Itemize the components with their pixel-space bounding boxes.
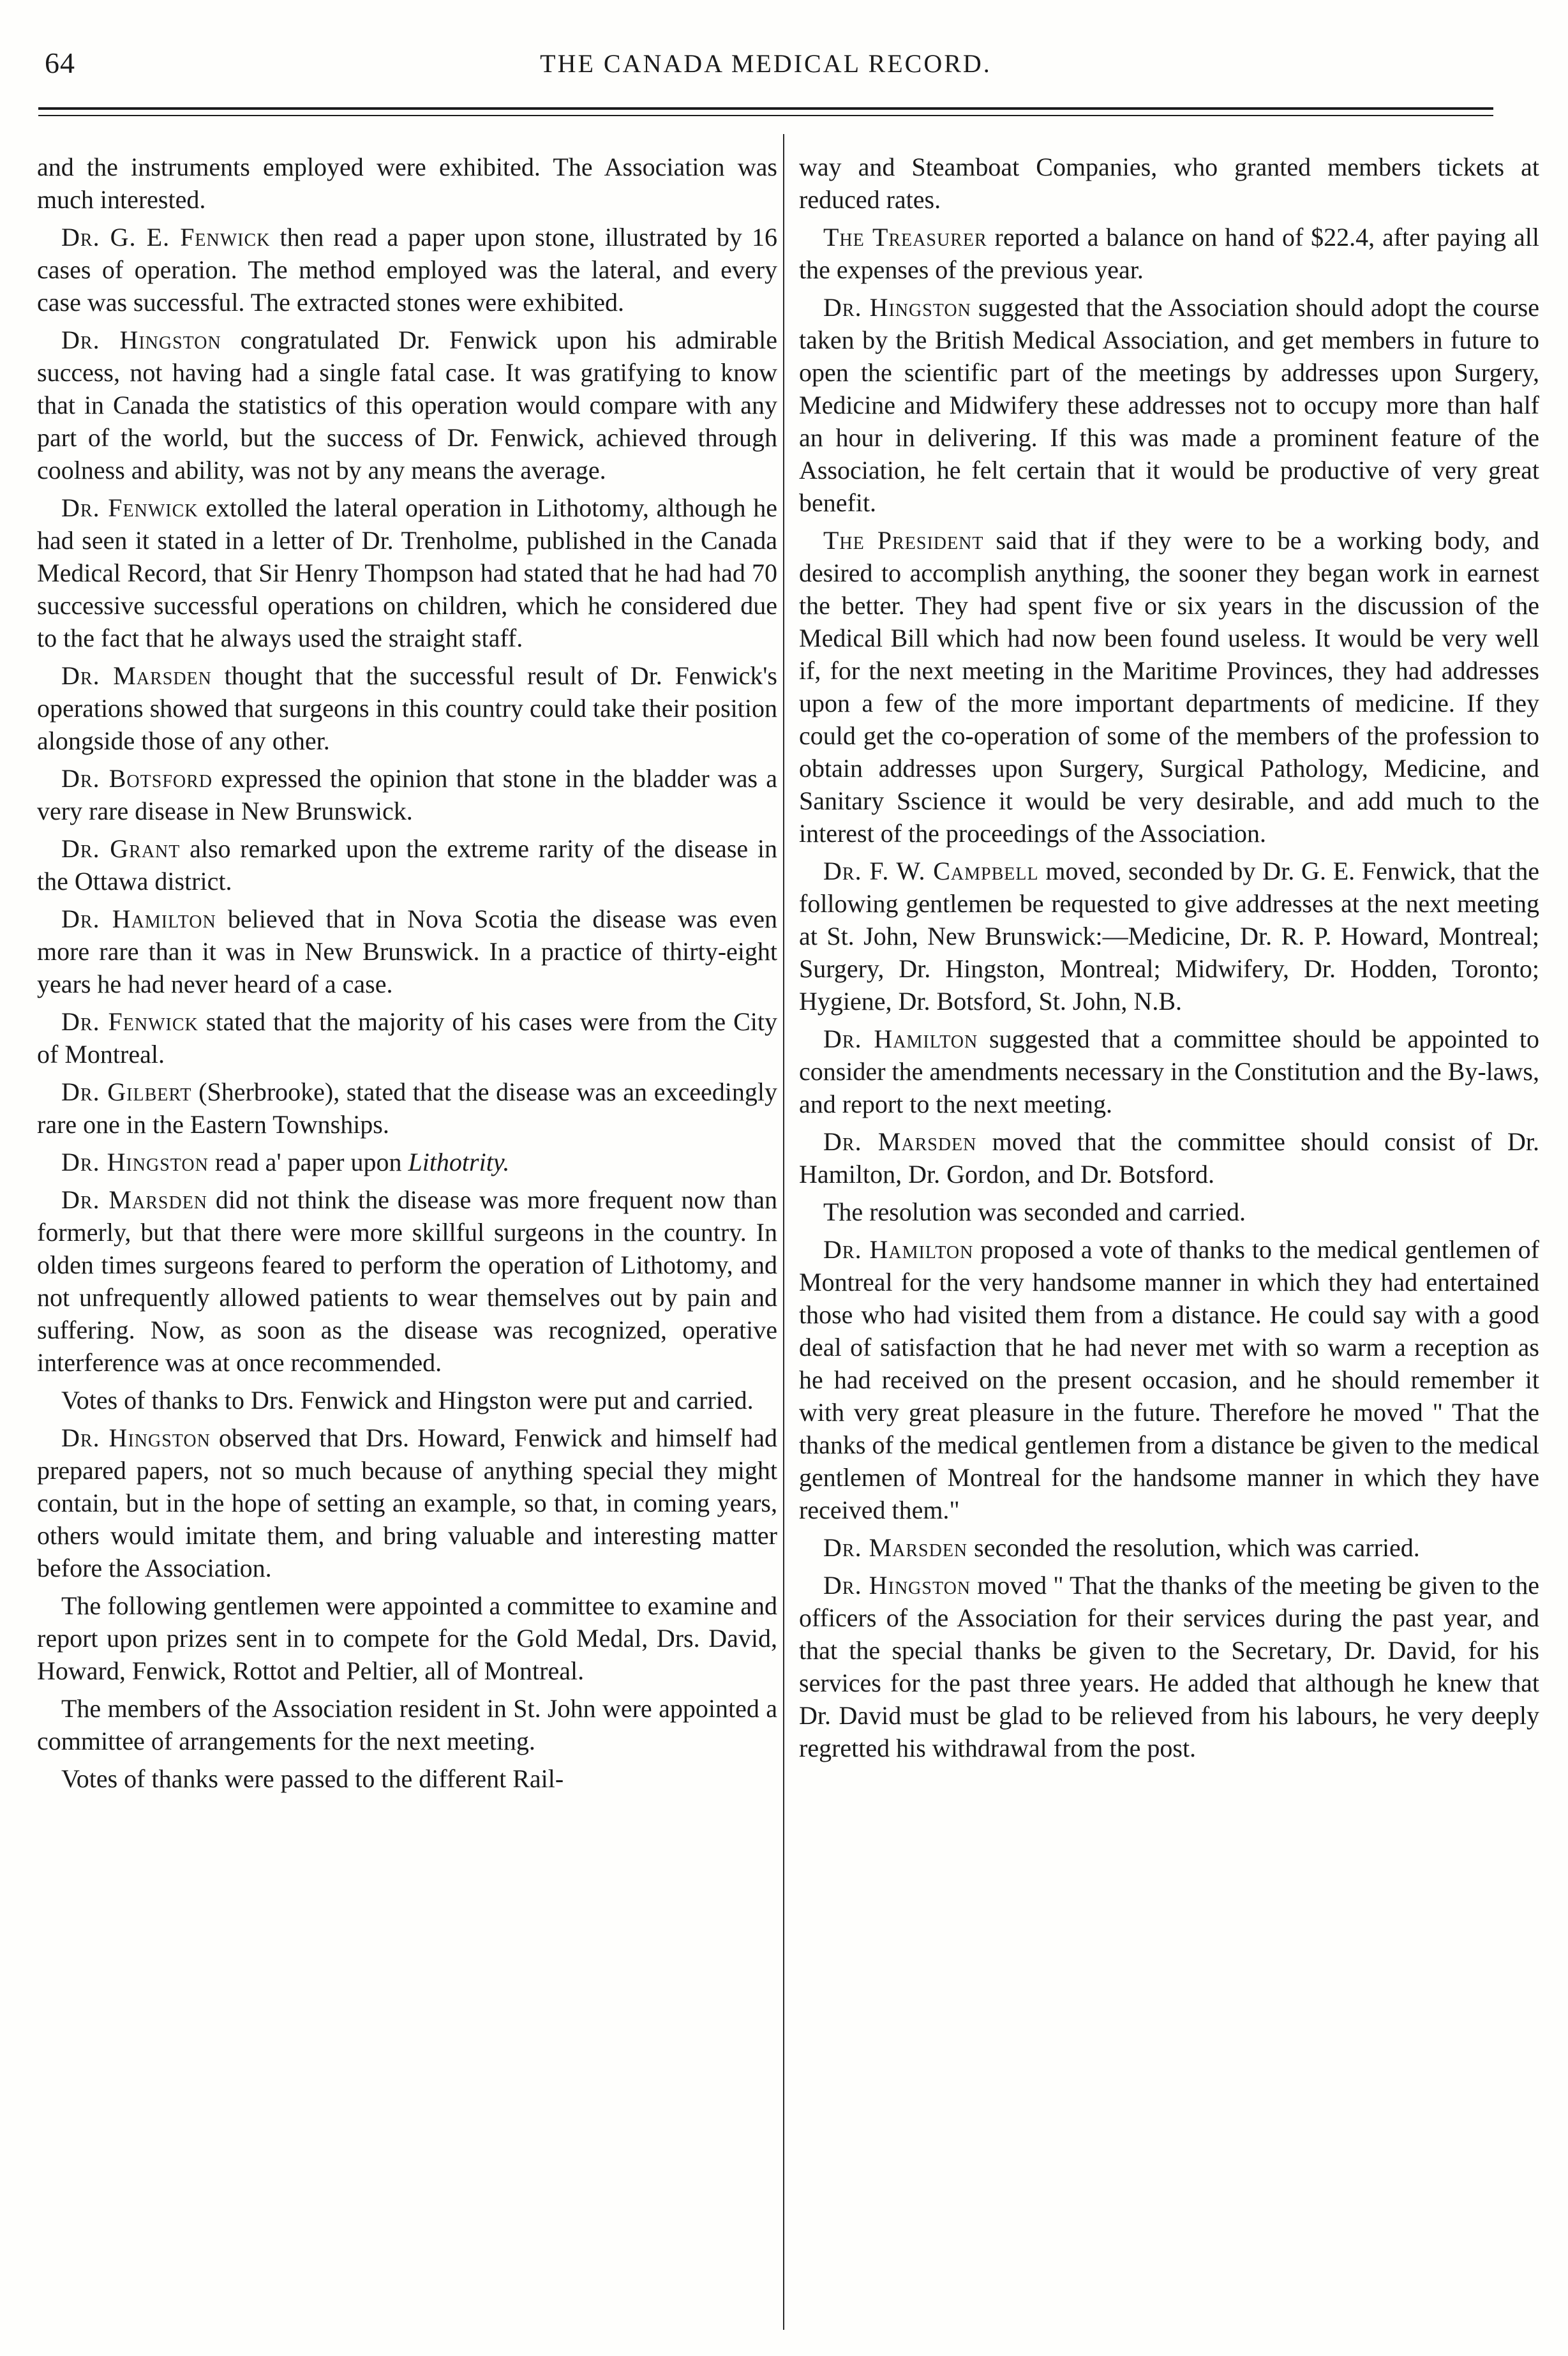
paragraph xyxy=(799,855,1539,1017)
speaker-name: Dr. Marsden xyxy=(823,1533,968,1562)
page-number: 64 xyxy=(45,47,75,79)
speaker-name: Dr. F. W. Campbell xyxy=(823,857,1039,885)
paragraph-text: expressed the opinion that stone in the bladder was a very rare disease in New Brunswick. xyxy=(37,764,777,825)
speaker-name: Dr. Hamilton xyxy=(823,1235,974,1264)
paragraph-text: The resolution was seconded and carried. xyxy=(823,1197,1246,1226)
speaker-name: Dr. Marsden xyxy=(823,1127,977,1156)
paragraph-text: seconded the resolution, which was carried. xyxy=(967,1533,1420,1562)
paragraph-text: suggested that a committee should be appointed to consider the amendments necessary in the Constitution and the By-laws, and report to the next meeting. xyxy=(799,1024,1539,1118)
paragraph xyxy=(37,324,777,486)
paragraph xyxy=(37,903,777,1000)
paragraph-text: moved that the committee should consist of Dr. Hamilton, Dr. Gordon, and Dr. Botsford. xyxy=(799,1127,1539,1189)
paragraph-text: proposed a vote of thanks to the medical gentlemen of Montreal for the very handsome manner in which they had entertained those who had visited them from a distance. He could say with a good deal of satisfaction that he had never met with so warm a reception as he had received on the present occasion, and he should remember it with very great pleasure in the future. Therefore he moved " That the thanks of the medical gentlemen from a distance be given to the medical gentlemen of Montreal for the handsome manner in which they have received them." xyxy=(799,1235,1539,1524)
speaker-name: The Treasurer xyxy=(823,223,987,251)
paragraph-text: The following gentlemen were appointed a committee to examine and report upon prizes sent in to compete for the Gold Medal, Drs. David, Howard, Fenwick, Rottot and Peltier, all of Montreal. xyxy=(37,1591,777,1685)
paragraph xyxy=(37,1076,777,1141)
paragraph xyxy=(37,659,777,757)
paragraph-text: Votes of thanks were passed to the different Rail- xyxy=(61,1764,564,1793)
paragraph xyxy=(37,832,777,897)
column-divider xyxy=(783,134,784,2330)
paragraph-text: Votes of thanks to Drs. Fenwick and Hingston were put and carried. xyxy=(61,1386,754,1414)
paragraph xyxy=(37,221,777,319)
speaker-name: Dr. Hingston xyxy=(823,1571,971,1600)
paragraph-text: read a' paper upon xyxy=(208,1148,408,1176)
paragraph-text: (Sherbrooke), stated that the disease was an exceedingly rare one in the Eastern Townships. xyxy=(37,1077,777,1139)
italic-title: Lithotrity. xyxy=(408,1148,510,1176)
paragraph xyxy=(37,1005,777,1070)
running-title: THE CANADA MEDICAL RECORD. xyxy=(540,49,992,78)
speaker-name: Dr. Botsford xyxy=(61,764,213,793)
paragraph xyxy=(37,1146,777,1178)
paragraph-text: reported a balance on hand of $22.4, after paying all the expenses of the previous year. xyxy=(799,223,1539,284)
paragraph xyxy=(799,1569,1539,1764)
speaker-name: Dr. Fenwick xyxy=(61,493,198,522)
paragraph-text: and the instruments employed were exhibited. The Association was much interested. xyxy=(37,153,777,214)
paragraph xyxy=(799,291,1539,519)
speaker-name: Dr. Marsden xyxy=(61,661,212,690)
paragraph-text: extolled the lateral operation in Lithotomy, although he had seen it stated in a letter of Dr. Trenholme, published in the Canada Medical Record, that Sir Henry Thompson had stated that he had had 70 successive successful operations on children, which he considered due to the fact that he always used the straight staff. xyxy=(37,493,777,652)
speaker-name: Dr. Hingston xyxy=(823,293,971,322)
paragraph-text: observed that Drs. Howard, Fenwick and himself had prepared papers, not so much because of anything special they might contain, but in the hope of setting an example, so that, in coming years, others would imitate them, and bring valuable and interesting matter before the Association. xyxy=(37,1423,777,1582)
paragraph-text: moved " That the thanks of the meeting be given to the officers of the Association for their services during the past year, and that the special thanks be given to the Secretary, Dr. David, for his services for the past three years. He added that although he knew that Dr. David must be glad to be relieved from his labours, he very deeply regretted his withdrawal from the post. xyxy=(799,1571,1539,1762)
paragraph-text: did not think the disease was more frequent now than formerly, but that there were more skillful surgeons in the country. In olden times surgeons feared to perform the operation of Lithotomy, and not unfrequently allowed patients to wear themselves out by pain and suffering. Now, as soon as the disease was recognized, operative interference was at once recommended. xyxy=(37,1185,777,1377)
paragraph-text: The members of the Association resident in St. John were appointed a committee of arrangements for the next meeting. xyxy=(37,1694,777,1755)
paragraph-text: then read a paper upon stone, illustrated by 16 cases of operation. The method employed was the lateral, and every case was successful. The extracted stones were exhibited. xyxy=(37,223,777,317)
paragraph xyxy=(799,1196,1539,1228)
paragraph-text: believed that in Nova Scotia the disease was even more rare than it was in New Brunswick. In a practice of thirty-eight years he had never heard of a case. xyxy=(37,904,777,998)
paragraph-text: said that if they were to be a working body, and desired to accomplish anything, the sooner they began work in earnest the better. They had spent five or six years in the discussion of the Medical Bill which had now been found useless. It would be very well if, for the next meeting in the Maritime Provinces, they had addresses upon a few of the more important departments of medicine. If they could get the co-operation of some of the members of the profession to obtain addresses upon Surgery, Surgical Pathology, Medicine, and Sanitary Sscience it would be very desirable, and add much to the interest of the proceedings of the Association. xyxy=(799,526,1539,848)
paragraph xyxy=(37,151,777,216)
paragraph xyxy=(799,151,1539,216)
speaker-name: Dr. Hamilton xyxy=(823,1024,978,1053)
speaker-name: Dr. Hingston xyxy=(61,1148,209,1176)
right-column xyxy=(799,151,1539,2334)
speaker-name: Dr. Grant xyxy=(61,834,181,863)
paragraph-text: moved, seconded by Dr. G. E. Fenwick, that the following gentlemen be requested to give addresses at the next meeting at St. John, New Brunswick:—Medicine, Dr. R. P. Howard, Montreal; Surgery, Dr. Hingston, Montreal; Midwifery, Dr. Hodden, Toronto; Hygiene, Dr. Botsford, St. John, N.B. xyxy=(799,857,1539,1016)
paragraph xyxy=(37,1183,777,1379)
paragraph-text: suggested that the Association should adopt the course taken by the British Medical Association, and get members in future to open the scientific part of the meetings by addresses upon Surgery, Medicine and Midwifery these addresses not to occupy more than half an hour in delivering. If this was made a prominent feature of the Association, he felt certain that it would be productive of very great benefit. xyxy=(799,293,1539,517)
paragraph xyxy=(799,1531,1539,1564)
page-header xyxy=(38,46,1493,91)
paragraph-text: congratulated Dr. Fenwick upon his admirable success, not having had a single fatal case. It was gratifying to know that in Canada the statistics of this operation would compare with any part of the world, but the success of Dr. Fenwick, achieved through coolness and ability, was not by any means the average. xyxy=(37,326,777,484)
speaker-name: Dr. Marsden xyxy=(61,1185,208,1214)
paragraph-text: also remarked upon the extreme rarity of the disease in the Ottawa district. xyxy=(37,834,777,896)
paragraph xyxy=(37,1422,777,1584)
paragraph xyxy=(37,762,777,827)
paragraph xyxy=(37,1384,777,1416)
speaker-name: Dr. Hingston xyxy=(61,1423,211,1452)
paragraph xyxy=(799,1233,1539,1526)
paragraph xyxy=(37,1589,777,1687)
paragraph-text: way and Steamboat Companies, who granted members tickets at reduced rates. xyxy=(799,153,1539,214)
speaker-name: The President xyxy=(823,526,984,555)
speaker-name: Dr. Hingston xyxy=(61,326,221,354)
paragraph xyxy=(799,1023,1539,1120)
paragraph xyxy=(37,1762,777,1795)
paragraph xyxy=(37,1692,777,1757)
header-rule-thick xyxy=(38,107,1493,110)
speaker-name: Dr. Hamilton xyxy=(61,904,216,933)
paragraph xyxy=(799,221,1539,286)
speaker-name: Dr. Gilbert xyxy=(61,1077,192,1106)
paragraph xyxy=(37,491,777,654)
left-column xyxy=(37,151,777,2334)
header-rule-thin xyxy=(38,115,1493,116)
paragraph-text: stated that the majority of his cases were from the City of Montreal. xyxy=(37,1007,777,1069)
paragraph xyxy=(799,1125,1539,1190)
speaker-name: Dr. Fenwick xyxy=(61,1007,198,1036)
paragraph xyxy=(799,524,1539,850)
paragraph-text: thought that the successful result of Dr. Fenwick's operations showed that surgeons in this country could take their position alongside those of any other. xyxy=(37,661,777,755)
speaker-name: Dr. G. E. Fenwick xyxy=(61,223,271,251)
